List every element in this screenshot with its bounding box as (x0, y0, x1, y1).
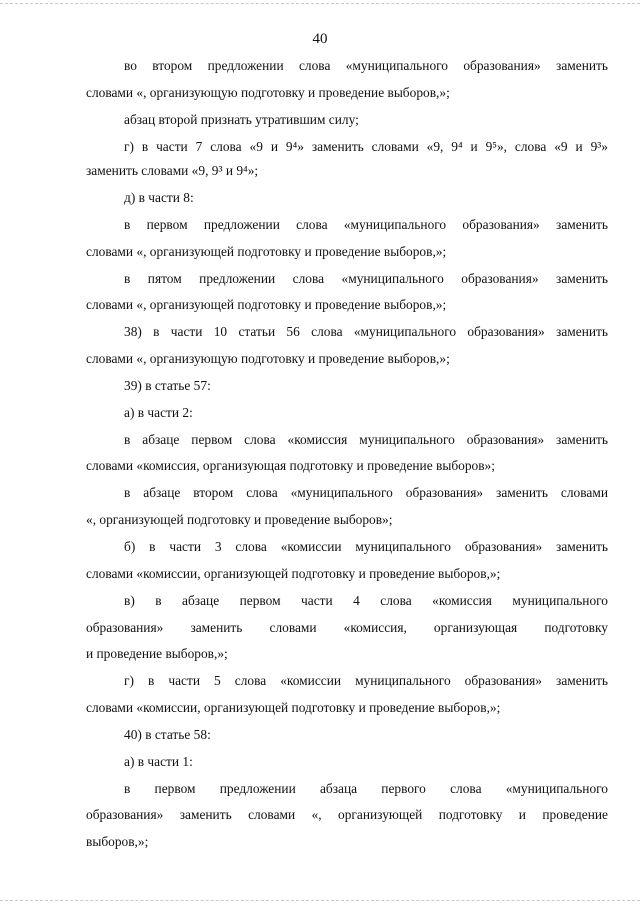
text-line: в абзаце втором слова «муниципального образования» заменить словами (124, 485, 608, 500)
text-line: 40) в статье 58: (124, 727, 211, 742)
page-number: 40 (312, 31, 328, 47)
text-line: д) в части 8: (124, 190, 194, 205)
text-line: в пятом предложении слова «муниципального образования» заменить (124, 271, 608, 286)
text-line: словами «, организующей подготовку и проведение выборов,»; (86, 297, 447, 312)
text-line: словами «, организующую подготовку и проведение выборов,»; (86, 85, 450, 100)
text-line: г) в части 5 слова «комиссии муниципального образования» заменить (124, 673, 608, 688)
text-line: а) в части 1: (124, 754, 193, 769)
text-line: в абзаце первом слова «комиссия муниципального образования» заменить (124, 432, 608, 447)
text-line: образования» заменить словами «комиссия, организующая подготовку (86, 620, 608, 635)
text-line: г) в части 7 слова «9 и 9⁴» заменить словами «9, 9⁴ и 9⁵», слова «9 и 9³» (124, 139, 608, 154)
scan-top-edge (0, 3, 640, 4)
text-line: словами «комиссии, организующей подготовку и проведение выборов,»; (86, 700, 501, 715)
text-line: а) в части 2: (124, 405, 193, 420)
text-line: в первом предложении слова «муниципального образования» заменить (124, 217, 608, 232)
text-line: словами «, организующей подготовку и проведение выборов,»; (86, 244, 447, 259)
text-line: словами «, организующую подготовку и проведение выборов,»; (86, 351, 450, 366)
text-line: выборов,»; (86, 834, 149, 849)
text-line: во втором предложении слова «муниципального образования» заменить (124, 58, 608, 73)
text-line: образования» заменить словами «, организующей подготовку и проведение (86, 807, 608, 822)
text-line: 38) в части 10 статьи 56 слова «муниципального образования» заменить (124, 324, 608, 339)
scan-bottom-edge (0, 900, 640, 901)
text-line: б) в части 3 слова «комиссии муниципального образования» заменить (124, 539, 608, 554)
text-line: 39) в статье 57: (124, 378, 211, 393)
text-line: в первом предложении абзаца первого слова «муниципального (124, 781, 608, 796)
text-line: в) в абзаце первом части 4 слова «комиссия муниципального (124, 593, 608, 608)
text-line: и проведение выборов,»; (86, 646, 228, 661)
text-line: абзац второй признать утратившим силу; (124, 112, 359, 127)
text-line: «, организующей подготовку и проведение выборов»; (86, 512, 393, 527)
text-line: словами «комиссии, организующей подготовку и проведение выборов,»; (86, 566, 501, 581)
text-line: словами «комиссия, организующая подготовку и проведение выборов»; (86, 458, 495, 473)
text-line: заменить словами «9, 9³ и 9⁴»; (86, 163, 259, 178)
